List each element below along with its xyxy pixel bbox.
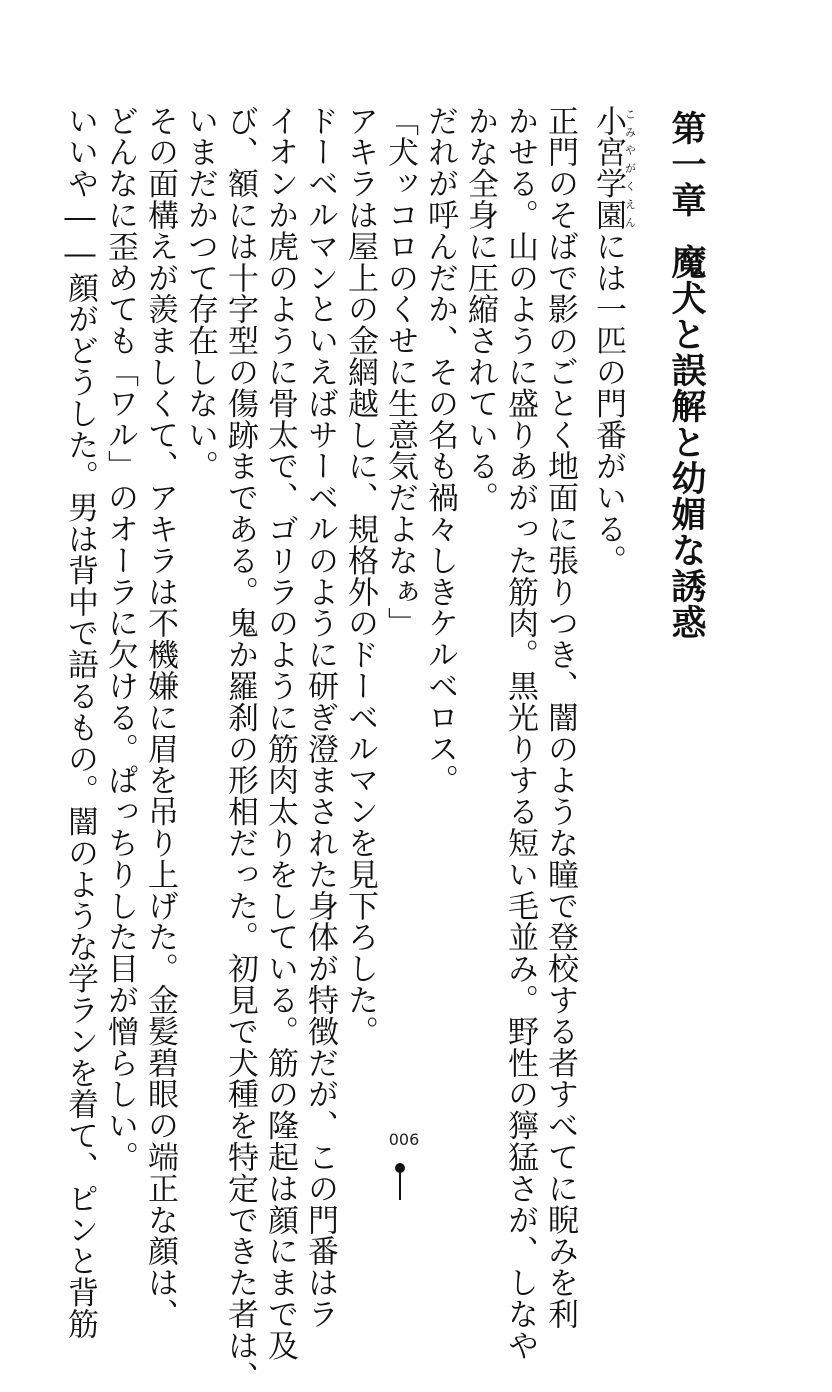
text-line-1: 小宮学園こみやがくえんには一匹の門番がいる。 — [590, 105, 637, 577]
text-line-8: ドーベルマンといえばサーベルのように研ぎ澄まされた身体が特徴だが、この門番はラ — [302, 105, 338, 1330]
ruby-reading: こみやがくえん — [623, 105, 637, 231]
text-line-14: いいや――顔がどうした。男は背中で語るもの。闇のような学ランを着て、ピンと背筋 — [62, 105, 98, 1340]
text-line-2: 正門のそばで影のごとく地面に張りつき、闇のような瞳で登校する者すべてに睨みを利 — [542, 105, 578, 1330]
ruby-word: 小宮学園こみやがくえん — [590, 105, 637, 231]
text-line-7: アキラは屋上の金網越しに、規格外のドーベルマンを見下ろした。 — [342, 105, 378, 1047]
text-line-4: かな全身に圧縮されている。 — [462, 105, 498, 514]
text-line-12: その面構えが羨ましくて、アキラは不機嫌に眉を吊り上げた。金髪碧眼の端正な顔は、 — [142, 105, 178, 1330]
chapter-heading — [664, 110, 708, 640]
text-line-3: かせる。山のように盛りあがった筋肉。黒光りする短い毛並み。野性の獰猛さが、しなや — [502, 105, 538, 1361]
text-line-10: び、額には十字型の傷跡まである。鬼か羅刹の形相だった。初見で犬種を特定できた者は、 — [222, 105, 258, 1392]
text-line-11: いまだかつて存在しない。 — [182, 105, 218, 482]
chapter-number: 第一章 — [666, 110, 707, 218]
chapter-title: 魔犬と誤解と幼媚な誘惑 — [666, 244, 707, 640]
text-line-13: どんなに歪めても「ワル」のオーラに欠ける。ぱっちりした目が憎らしい。 — [102, 105, 138, 1173]
text-line-5: だれが呼んだか、その名も禍々しきケルベロス。 — [422, 105, 458, 796]
text-line-6: 「犬ッコロのくせに生意気だよなぁ」 — [382, 105, 418, 639]
text-line-9: イオンか虎のように骨太で、ゴリラのように筋肉太りをしている。筋の隆起は顔にまで及 — [262, 105, 298, 1361]
folio-line — [399, 1172, 401, 1200]
page-number: 006 — [388, 1130, 420, 1149]
